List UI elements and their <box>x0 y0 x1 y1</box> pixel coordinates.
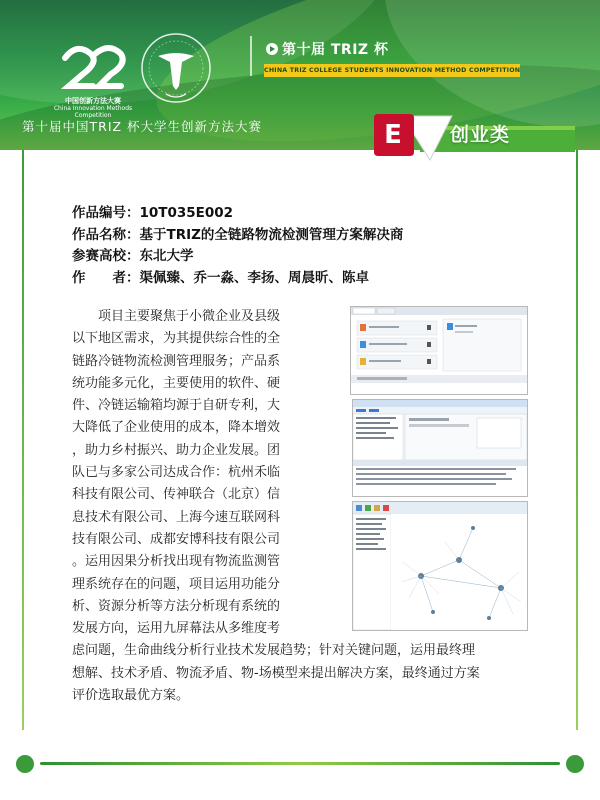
screenshot-data-table <box>352 399 528 497</box>
description-line: 科技有限公司、传神联合（北京）信 <box>72 487 281 503</box>
description-line: 虑问题，生命曲线分析行业技术发展趋势；针对关键问题，运用最终理 <box>72 643 476 659</box>
corner-dot <box>16 755 34 773</box>
project-id-label: 作品编号： <box>72 205 140 221</box>
edition-subtitle: CHINA TRIZ COLLEGE STUDENTS INNOVATION METHOD COMPETITION <box>264 64 520 77</box>
description-line: 理系统存在的问题，项目运用功能分 <box>72 576 281 592</box>
contest-name: 第十届中国TRIZ 杯大学生创新方法大赛 <box>22 119 263 134</box>
description-line: 技有限公司、成都安博科技有限公司 <box>72 531 281 547</box>
description-line: ，助力乡村振兴、助力企业发展。团 <box>72 442 281 458</box>
description-line: 评价选取最优方案。 <box>72 688 190 704</box>
school-value: 东北大学 <box>139 248 194 264</box>
description-line: 析、资源分析等方法分析现有系统的 <box>72 598 281 614</box>
triz-emblem-icon <box>136 28 216 108</box>
project-name-value: 基于TRIZ的全链路物流检测管理方案解决商 <box>139 226 404 243</box>
screenshot-dashboard-image <box>351 307 527 394</box>
edition-title: 第十届 TRIZ 杯 <box>282 42 389 58</box>
description-line: 息技术有限公司、上海今速互联网科 <box>72 509 281 525</box>
corner-dot <box>566 755 584 773</box>
screenshot-data-table-image <box>353 400 527 496</box>
description-line: 统功能多元化，主要使用的软件、硬 <box>72 375 281 391</box>
project-id-value: 10T035E002 <box>139 205 234 221</box>
authors-label: 作 者： <box>72 269 140 286</box>
logo-org-name: 中国创新方法大赛 <box>65 97 121 105</box>
project-name-label: 作品名称： <box>72 226 140 243</box>
header-divider <box>250 36 252 76</box>
left-border <box>22 150 24 730</box>
cime-logo-icon <box>55 40 130 100</box>
logo-org-english: China Innovation Methods Competition <box>53 105 133 119</box>
description-line: 发展方向，运用九屏幕法从多维度考 <box>72 621 281 637</box>
authors-value: 渠佩臻、乔一淼、李扬、周晨昕、陈卓 <box>139 269 369 286</box>
right-border <box>576 150 578 730</box>
description-line: 链路冷链物流检测管理服务；产品系 <box>72 353 281 369</box>
project-id-row <box>72 203 403 225</box>
screenshot-dashboard <box>350 306 528 395</box>
school-label: 参赛高校： <box>72 248 140 264</box>
project-info <box>72 203 403 289</box>
bottom-border <box>40 762 560 765</box>
school-row <box>72 246 403 268</box>
category-name: 创业类 <box>450 124 511 146</box>
description-line: 项目主要聚焦于小微企业及县级 <box>98 309 281 324</box>
play-icon <box>266 43 278 55</box>
category-letter: E <box>384 120 402 150</box>
description-line: 队已与多家公司达成合作：杭州禾临 <box>72 465 281 481</box>
description-line: 以下地区需求，为其提供综合性的全 <box>72 331 281 347</box>
description-line: 件、冷链运输箱均源于自研专利，大 <box>72 398 281 414</box>
description-line: 。运用因果分析找出现有物流监测管 <box>72 554 281 570</box>
screenshot-network-graph-image <box>353 502 527 630</box>
project-name-row <box>72 225 403 247</box>
authors-row <box>72 268 403 290</box>
description-line: 想解、技术矛盾、物流矛盾、物-场模型来提出解决方案，最终通过方案 <box>72 665 480 681</box>
screenshot-network-graph <box>352 501 528 631</box>
description-line: 大降低了企业使用的成本，降本增效 <box>72 420 281 436</box>
logo-org-caption <box>48 98 138 119</box>
